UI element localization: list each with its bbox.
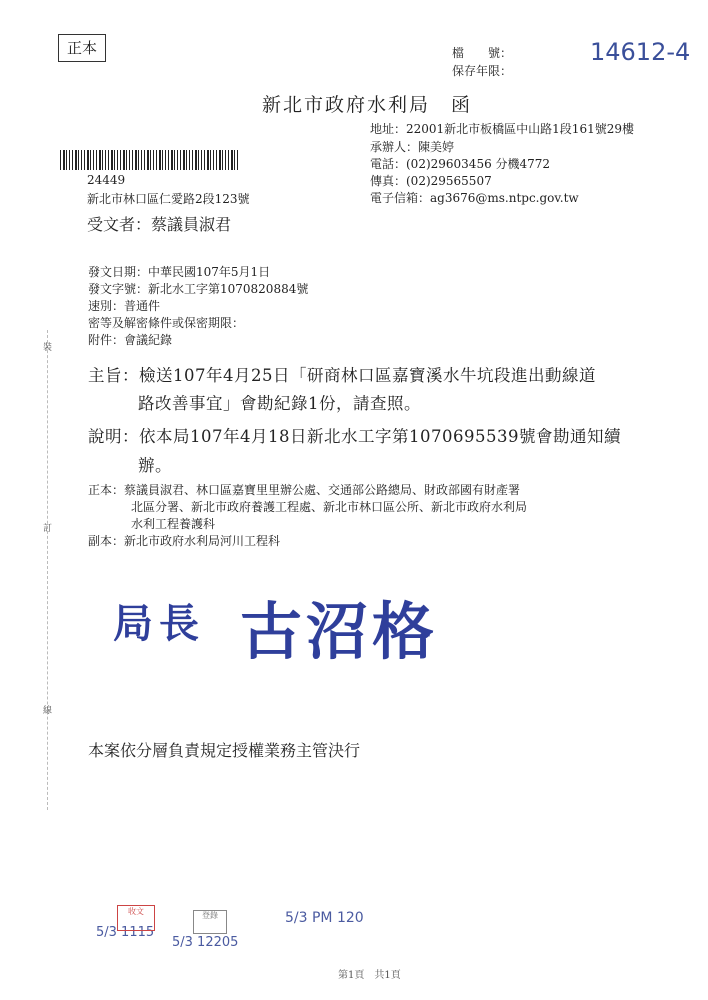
- distribution-copy: 副本：新北市政府水利局河川工程科: [88, 534, 281, 548]
- explanation-line-1: 說明：依本局107年4月18日新北水工字第1070695539號會勘通知續: [88, 427, 621, 446]
- subject-line-1: 主旨：檢送107年4月25日「研商林口區嘉寶溪水牛坑段進出動線道: [88, 366, 596, 385]
- subject-line-2: 路改善事宜」會勘紀錄1份，請查照。: [138, 394, 421, 413]
- contact-address: 地址：22001新北市板橋區中山路1段161號29樓: [370, 122, 634, 136]
- issue-date: 發文日期：中華民國107年5月1日: [88, 265, 271, 279]
- handwritten-note-3: 5/3 PM 120: [285, 910, 364, 926]
- security-level: 密等及解密條件或保密期限：: [88, 316, 245, 330]
- file-number-label: 檔 號：: [452, 46, 513, 60]
- handwritten-note-2: 5/3 12205: [172, 935, 239, 950]
- delegation-note: 本案依分層負責規定授權業務主管決行: [88, 741, 361, 760]
- agency-title: 新北市政府水利局 函: [262, 94, 473, 116]
- recipient-address: 新北市林口區仁愛路2段123號: [87, 192, 250, 206]
- speed-class: 速別：普通件: [88, 299, 161, 313]
- contact-handler: 承辦人：陳美婷: [370, 140, 455, 154]
- margin-mark-staple: 訂: [43, 524, 53, 534]
- distribution-main-line-3: 水利工程養護科: [131, 517, 216, 531]
- copy-type-box: 正本: [58, 34, 106, 62]
- signature-title: 局長: [113, 600, 205, 647]
- recipient-name: 受文者：蔡議員淑君: [87, 215, 232, 234]
- retention-label: 保存年限：: [452, 64, 513, 78]
- contact-fax: 傳真：(02)29565507: [370, 174, 492, 188]
- contact-email: 電子信箱：ag3676@ms.ntpc.gov.tw: [370, 191, 579, 205]
- margin-mark-line: 線: [43, 706, 53, 716]
- explanation-line-2: 辦。: [138, 456, 172, 475]
- recipient-postal-code: 24449: [87, 173, 126, 187]
- binding-line: [47, 330, 48, 810]
- receipt-stamp: 收文: [117, 905, 155, 931]
- attachment: 附件：會議紀錄: [88, 333, 173, 347]
- signature-name: 古沼格: [240, 595, 439, 668]
- barcode: [60, 150, 238, 170]
- handwritten-note-1: 5/3 1115: [96, 925, 155, 940]
- margin-mark-bind: 裝: [43, 343, 53, 353]
- registration-stamp: 登錄: [193, 910, 227, 934]
- distribution-main-line-2: 北區分署、新北市政府養護工程處、新北市林口區公所、新北市政府水利局: [131, 500, 528, 514]
- handwritten-file-number: 14612-4: [590, 38, 691, 66]
- page-number: 第1頁 共1頁: [338, 970, 401, 981]
- distribution-main-line-1: 正本：蔡議員淑君、林口區嘉寶里里辦公處、交通部公路總局、財政部國有財產署: [88, 483, 521, 497]
- contact-phone: 電話：(02)29603456 分機4772: [370, 157, 551, 171]
- document-number: 發文字號：新北水工字第1070820884號: [88, 282, 309, 296]
